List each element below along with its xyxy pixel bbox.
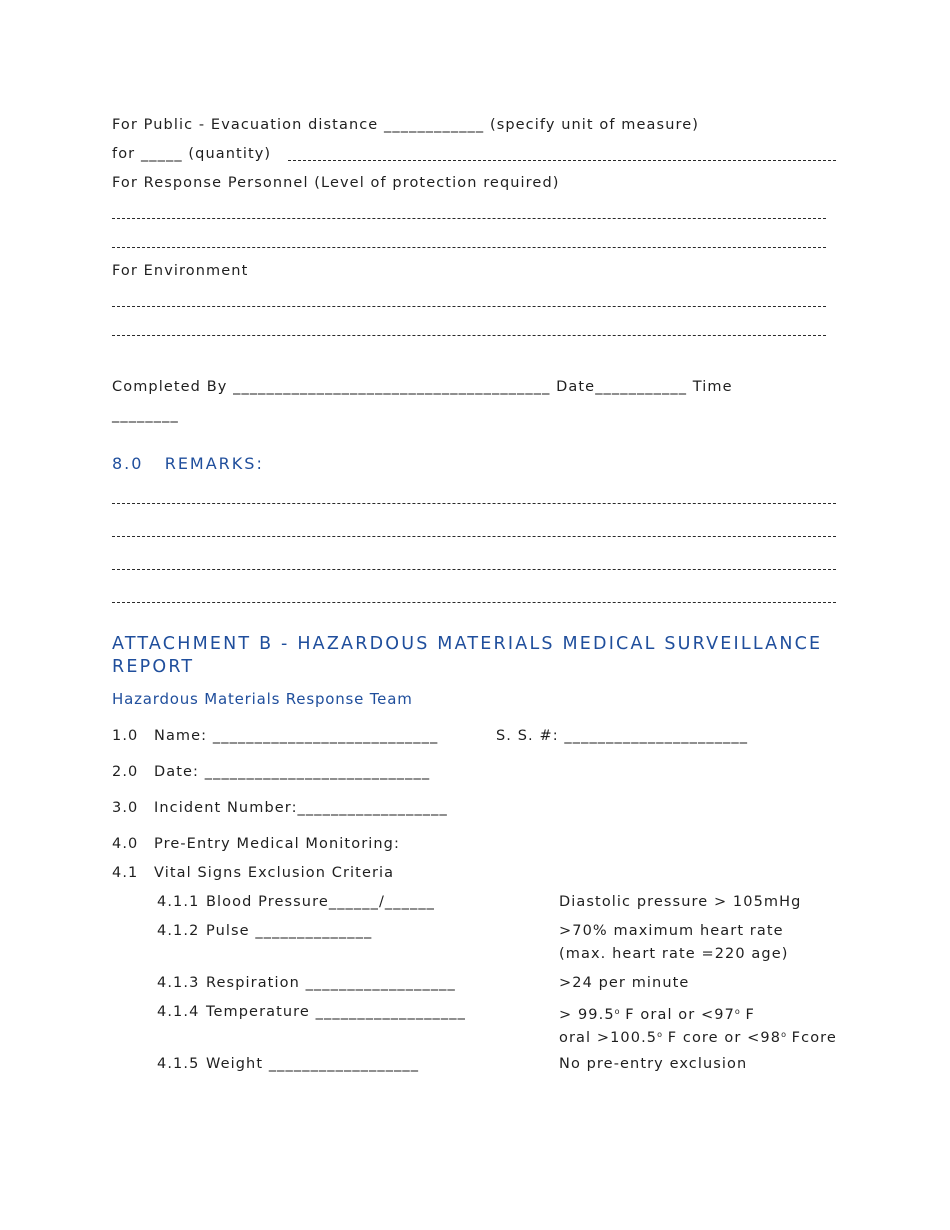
remarks-line-1[interactable]: [112, 503, 836, 504]
vitals-label: Vital Signs Exclusion Criteria: [154, 865, 395, 881]
vital-criteria-note: [559, 1026, 837, 1047]
pulse-field[interactable]: Pulse ______________: [206, 923, 373, 939]
preentry-label: Pre-Entry Medical Monitoring:: [154, 836, 400, 852]
degree-symbol: o: [734, 1007, 740, 1016]
environment-label: For Environment: [112, 263, 249, 279]
temp-criteria-part: F core or <98: [662, 1030, 782, 1046]
temperature-field[interactable]: Temperature __________________: [206, 1004, 466, 1020]
vital-criteria: >70% maximum heart rate: [559, 923, 784, 939]
remarks-line-4[interactable]: [112, 602, 836, 603]
attachment-subtitle: Hazardous Materials Response Team: [112, 690, 413, 708]
quantity-line: for _____ (quantity): [112, 146, 272, 162]
remarks-heading: 8.0 REMARKS:: [112, 454, 264, 473]
quantity-blank-line[interactable]: [288, 160, 836, 161]
incident-field[interactable]: Incident Number:__________________: [154, 800, 448, 816]
vital-number: 4.1.1: [157, 894, 200, 910]
respiration-field[interactable]: Respiration __________________: [206, 975, 456, 991]
vital-criteria: [559, 1003, 755, 1024]
degree-symbol: o: [657, 1030, 663, 1039]
blood-pressure-field[interactable]: Blood Pressure______/______: [206, 894, 436, 910]
vital-criteria-note: (max. heart rate =220 age): [559, 946, 789, 962]
vital-criteria: >24 per minute: [559, 975, 690, 991]
environment-blank-line-1[interactable]: [112, 306, 826, 307]
name-number: 1.0: [112, 728, 139, 744]
vital-criteria: No pre-entry exclusion: [559, 1056, 748, 1072]
incident-number: 3.0: [112, 800, 139, 816]
attachment-title: ATTACHMENT B - HAZARDOUS MATERIALS MEDICAL SURVEILLANCE REPORT: [112, 634, 823, 677]
vital-number: 4.1.3: [157, 975, 200, 991]
preentry-number: 4.0: [112, 836, 139, 852]
vital-number: 4.1.4: [157, 1004, 200, 1020]
remarks-line-2[interactable]: [112, 536, 836, 537]
temp-criteria-part: F: [739, 1007, 755, 1023]
response-personnel-label: For Response Personnel (Level of protection required): [112, 175, 560, 191]
response-blank-line-1[interactable]: [112, 218, 826, 219]
response-blank-line-2[interactable]: [112, 247, 826, 248]
name-field[interactable]: Name: ___________________________: [154, 728, 439, 744]
public-evacuation-line: For Public - Evacuation distance ____________ (specify unit of measure): [112, 117, 700, 133]
degree-symbol: o: [781, 1030, 786, 1039]
temp-criteria-part: F oral or <97: [619, 1007, 735, 1023]
date-number: 2.0: [112, 764, 139, 780]
environment-blank-line-2[interactable]: [112, 335, 826, 336]
vital-criteria: Diastolic pressure > 105mHg: [559, 894, 802, 910]
weight-field[interactable]: Weight __________________: [206, 1056, 420, 1072]
date-field[interactable]: Date: ___________________________: [154, 764, 431, 780]
time-blank[interactable]: ________: [112, 407, 179, 423]
temp-criteria-part: Fcore: [785, 1030, 837, 1046]
remarks-line-3[interactable]: [112, 569, 836, 570]
vital-number: 4.1.5: [157, 1056, 200, 1072]
degree-symbol: o: [614, 1007, 620, 1016]
temp-criteria-part: > 99.5: [559, 1007, 615, 1023]
ss-field[interactable]: S. S. #: ______________________: [496, 728, 749, 744]
temp-criteria-part: oral >100.5: [559, 1030, 658, 1046]
vital-number: 4.1.2: [157, 923, 200, 939]
completed-by-line: Completed By ______________________________________ Date___________ Time: [112, 379, 733, 395]
vitals-number: 4.1: [112, 865, 139, 881]
